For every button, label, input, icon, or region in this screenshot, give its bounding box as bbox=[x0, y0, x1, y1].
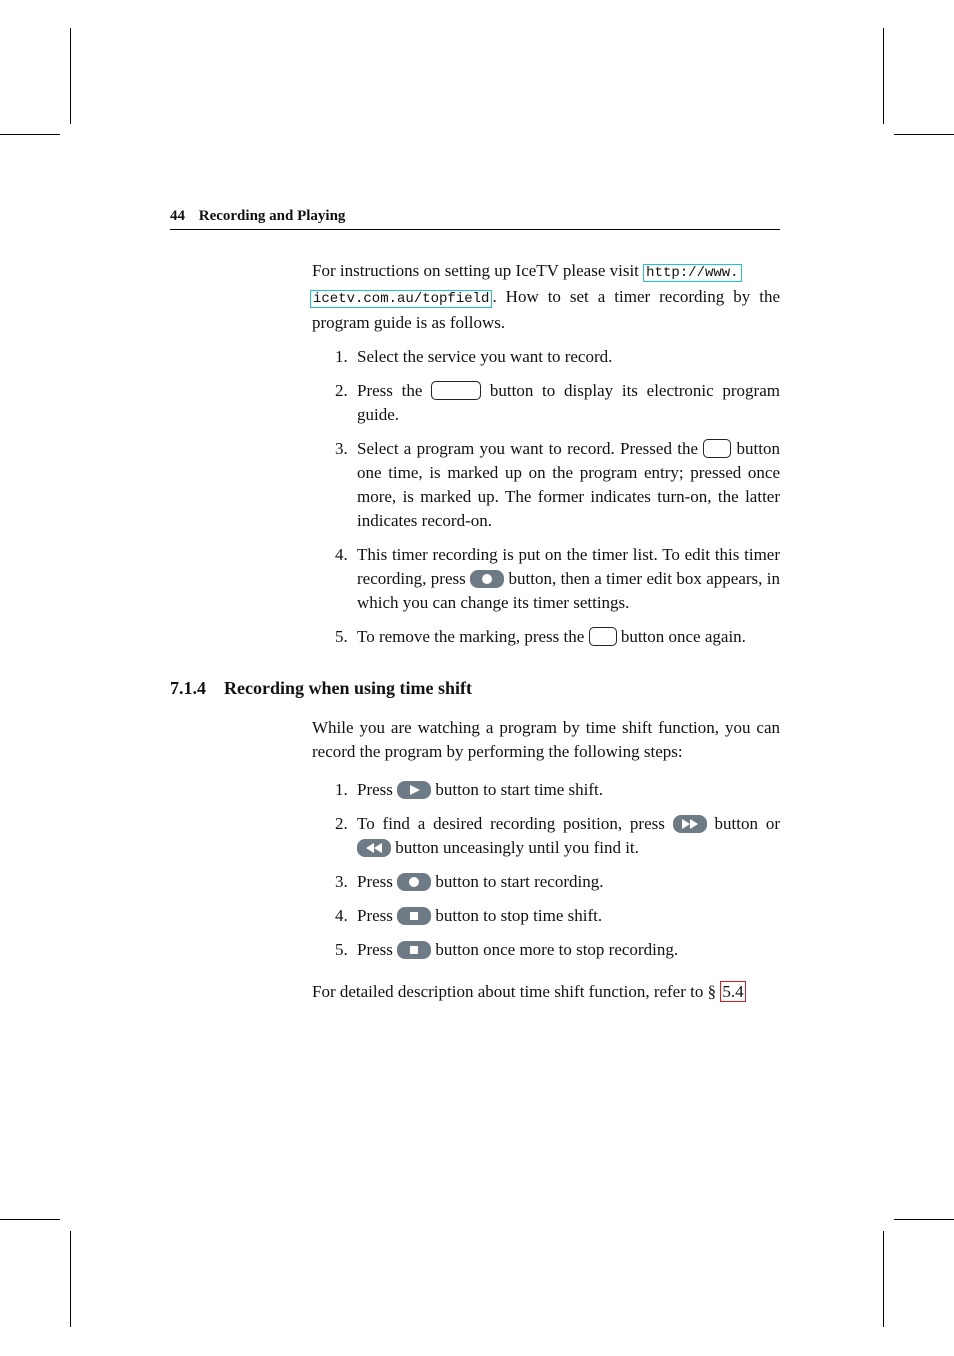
record-icon bbox=[470, 570, 504, 588]
stop-icon bbox=[397, 907, 431, 925]
section-heading bbox=[170, 678, 472, 699]
list-item: 1. Press button to start time shift. bbox=[335, 780, 604, 799]
closing-paragraph bbox=[312, 980, 780, 1004]
running-title: Recording and Playing bbox=[198, 208, 346, 224]
list-item: 5. To remove the marking, press the button once again. bbox=[335, 627, 746, 646]
page-number: 44 bbox=[170, 208, 185, 224]
list-item: 3. Press button to start recording. bbox=[335, 872, 604, 891]
ok-key-icon bbox=[703, 439, 731, 458]
section-number: 7.1.4 bbox=[170, 678, 206, 698]
list-item: 3. Select a program you want to record. Pressed the button one time, is marked up on the program entry; pressed once more, is marked up. The former indicates turn-on, the latter indicates record-on. bbox=[335, 439, 781, 530]
crop-mark bbox=[0, 1219, 60, 1220]
crop-mark bbox=[883, 1231, 884, 1327]
section-ref-link[interactable]: 5.4 bbox=[722, 982, 744, 1001]
ok-key-icon bbox=[589, 627, 617, 646]
record-icon bbox=[397, 873, 431, 891]
list-item: 2. To find a desired recording position, press button or button unceasingly until you find it. bbox=[335, 814, 781, 857]
list-item: 4. This timer recording is put on the timer list. To edit this timer recording, press button, then a timer edit box appears, in which you can change its timer settings. bbox=[335, 545, 780, 612]
section-title: Recording when using time shift bbox=[224, 678, 473, 698]
closing-text: For detailed description about time shift function, refer to § bbox=[312, 982, 721, 1001]
crop-mark bbox=[883, 28, 884, 124]
icetv-url-link[interactable]: http://www. bbox=[643, 264, 741, 282]
rewind-icon bbox=[357, 839, 391, 857]
intro-text-after: . How to set a timer recording by the program guide is as follows. bbox=[312, 287, 780, 332]
guide-key-icon bbox=[431, 381, 481, 400]
stop-icon bbox=[397, 941, 431, 959]
list-item: 1. Select the service you want to record. bbox=[335, 347, 613, 366]
play-icon bbox=[397, 781, 431, 799]
crop-mark bbox=[70, 28, 71, 124]
fast-forward-icon bbox=[673, 815, 707, 833]
running-header bbox=[170, 208, 780, 230]
list-item: 4. Press button to stop time shift. bbox=[335, 906, 603, 925]
icetv-url-link-cont[interactable]: icetv.com.au/topfield bbox=[310, 290, 492, 308]
list-item: 2. Press the button to display its electronic program guide. bbox=[335, 381, 780, 424]
timer-steps-list bbox=[335, 345, 780, 649]
timeshift-steps-list bbox=[335, 778, 780, 962]
section-intro: While you are watching a program by time shift function, you can record the program by performing the following steps: bbox=[312, 718, 780, 761]
crop-mark bbox=[894, 1219, 954, 1220]
crop-mark bbox=[894, 134, 954, 135]
intro-text: For instructions on setting up IceTV please visit bbox=[312, 261, 644, 280]
intro-paragraph bbox=[312, 259, 780, 335]
crop-mark bbox=[0, 134, 60, 135]
list-item: 5. Press button once more to stop recording. bbox=[335, 940, 679, 959]
crop-mark bbox=[70, 1231, 71, 1327]
